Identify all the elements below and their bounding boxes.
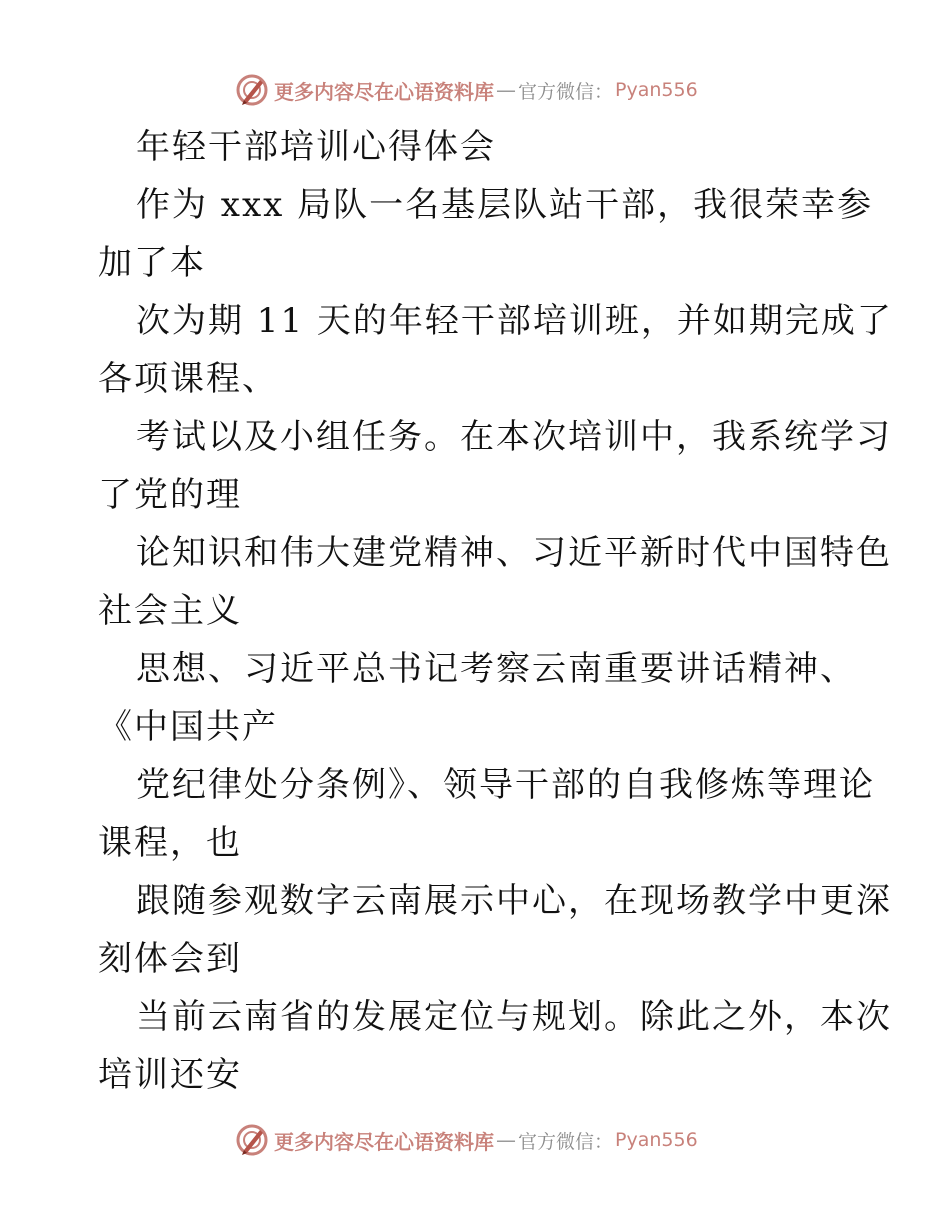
paragraph-line: 各项课程、 <box>98 359 278 399</box>
paragraph-line: 了党的理 <box>98 475 242 515</box>
paragraph-line: 《中国共产 <box>98 707 278 747</box>
paragraph-line: 考试以及小组任务。在本次培训中，我系统学习 <box>136 417 892 457</box>
paragraph-line: 当前云南省的发展定位与规划。除此之外，本次 <box>136 997 892 1037</box>
paragraph-line: 刻体会到 <box>98 939 242 979</box>
banner-text: 更多内容尽在心语资料库 <box>274 1129 494 1154</box>
banner-wechat-account: Pyan556 <box>615 79 698 101</box>
banner-wechat-label: 官方微信： <box>518 80 614 103</box>
banner-separator: — <box>496 1128 516 1152</box>
document-title: 年轻干部培训心得体会 <box>136 127 496 167</box>
banner-wechat-account: Pyan556 <box>615 1129 698 1151</box>
paragraph-line: 作为 xxx 局队一名基层队站干部，我很荣幸参 <box>136 185 874 225</box>
banner-separator: — <box>496 78 516 102</box>
pen-logo-icon <box>234 72 270 108</box>
document-body <box>98 118 893 1104</box>
banner-wechat-label: 官方微信： <box>518 1130 614 1153</box>
footer-banner[interactable] <box>234 1120 714 1160</box>
paragraph-line: 论知识和伟大建党精神、习近平新时代中国特色 <box>136 533 892 573</box>
paragraph-line: 次为期 11 天的年轻干部培训班，并如期完成了 <box>136 301 893 341</box>
paragraph-line: 社会主义 <box>98 591 242 631</box>
pen-logo-icon <box>234 1122 270 1158</box>
paragraph-line: 课程，也 <box>98 823 242 863</box>
paragraph-line: 培训还安 <box>98 1055 242 1095</box>
paragraph-line: 党纪律处分条例》、领导干部的自我修炼等理论 <box>136 765 875 805</box>
banner-text: 更多内容尽在心语资料库 <box>274 79 494 104</box>
paragraph-line: 加了本 <box>98 243 206 283</box>
paragraph-line: 思想、习近平总书记考察云南重要讲话精神、 <box>136 649 856 689</box>
header-banner[interactable] <box>234 70 714 110</box>
paragraph-line: 跟随参观数字云南展示中心，在现场教学中更深 <box>136 881 892 921</box>
